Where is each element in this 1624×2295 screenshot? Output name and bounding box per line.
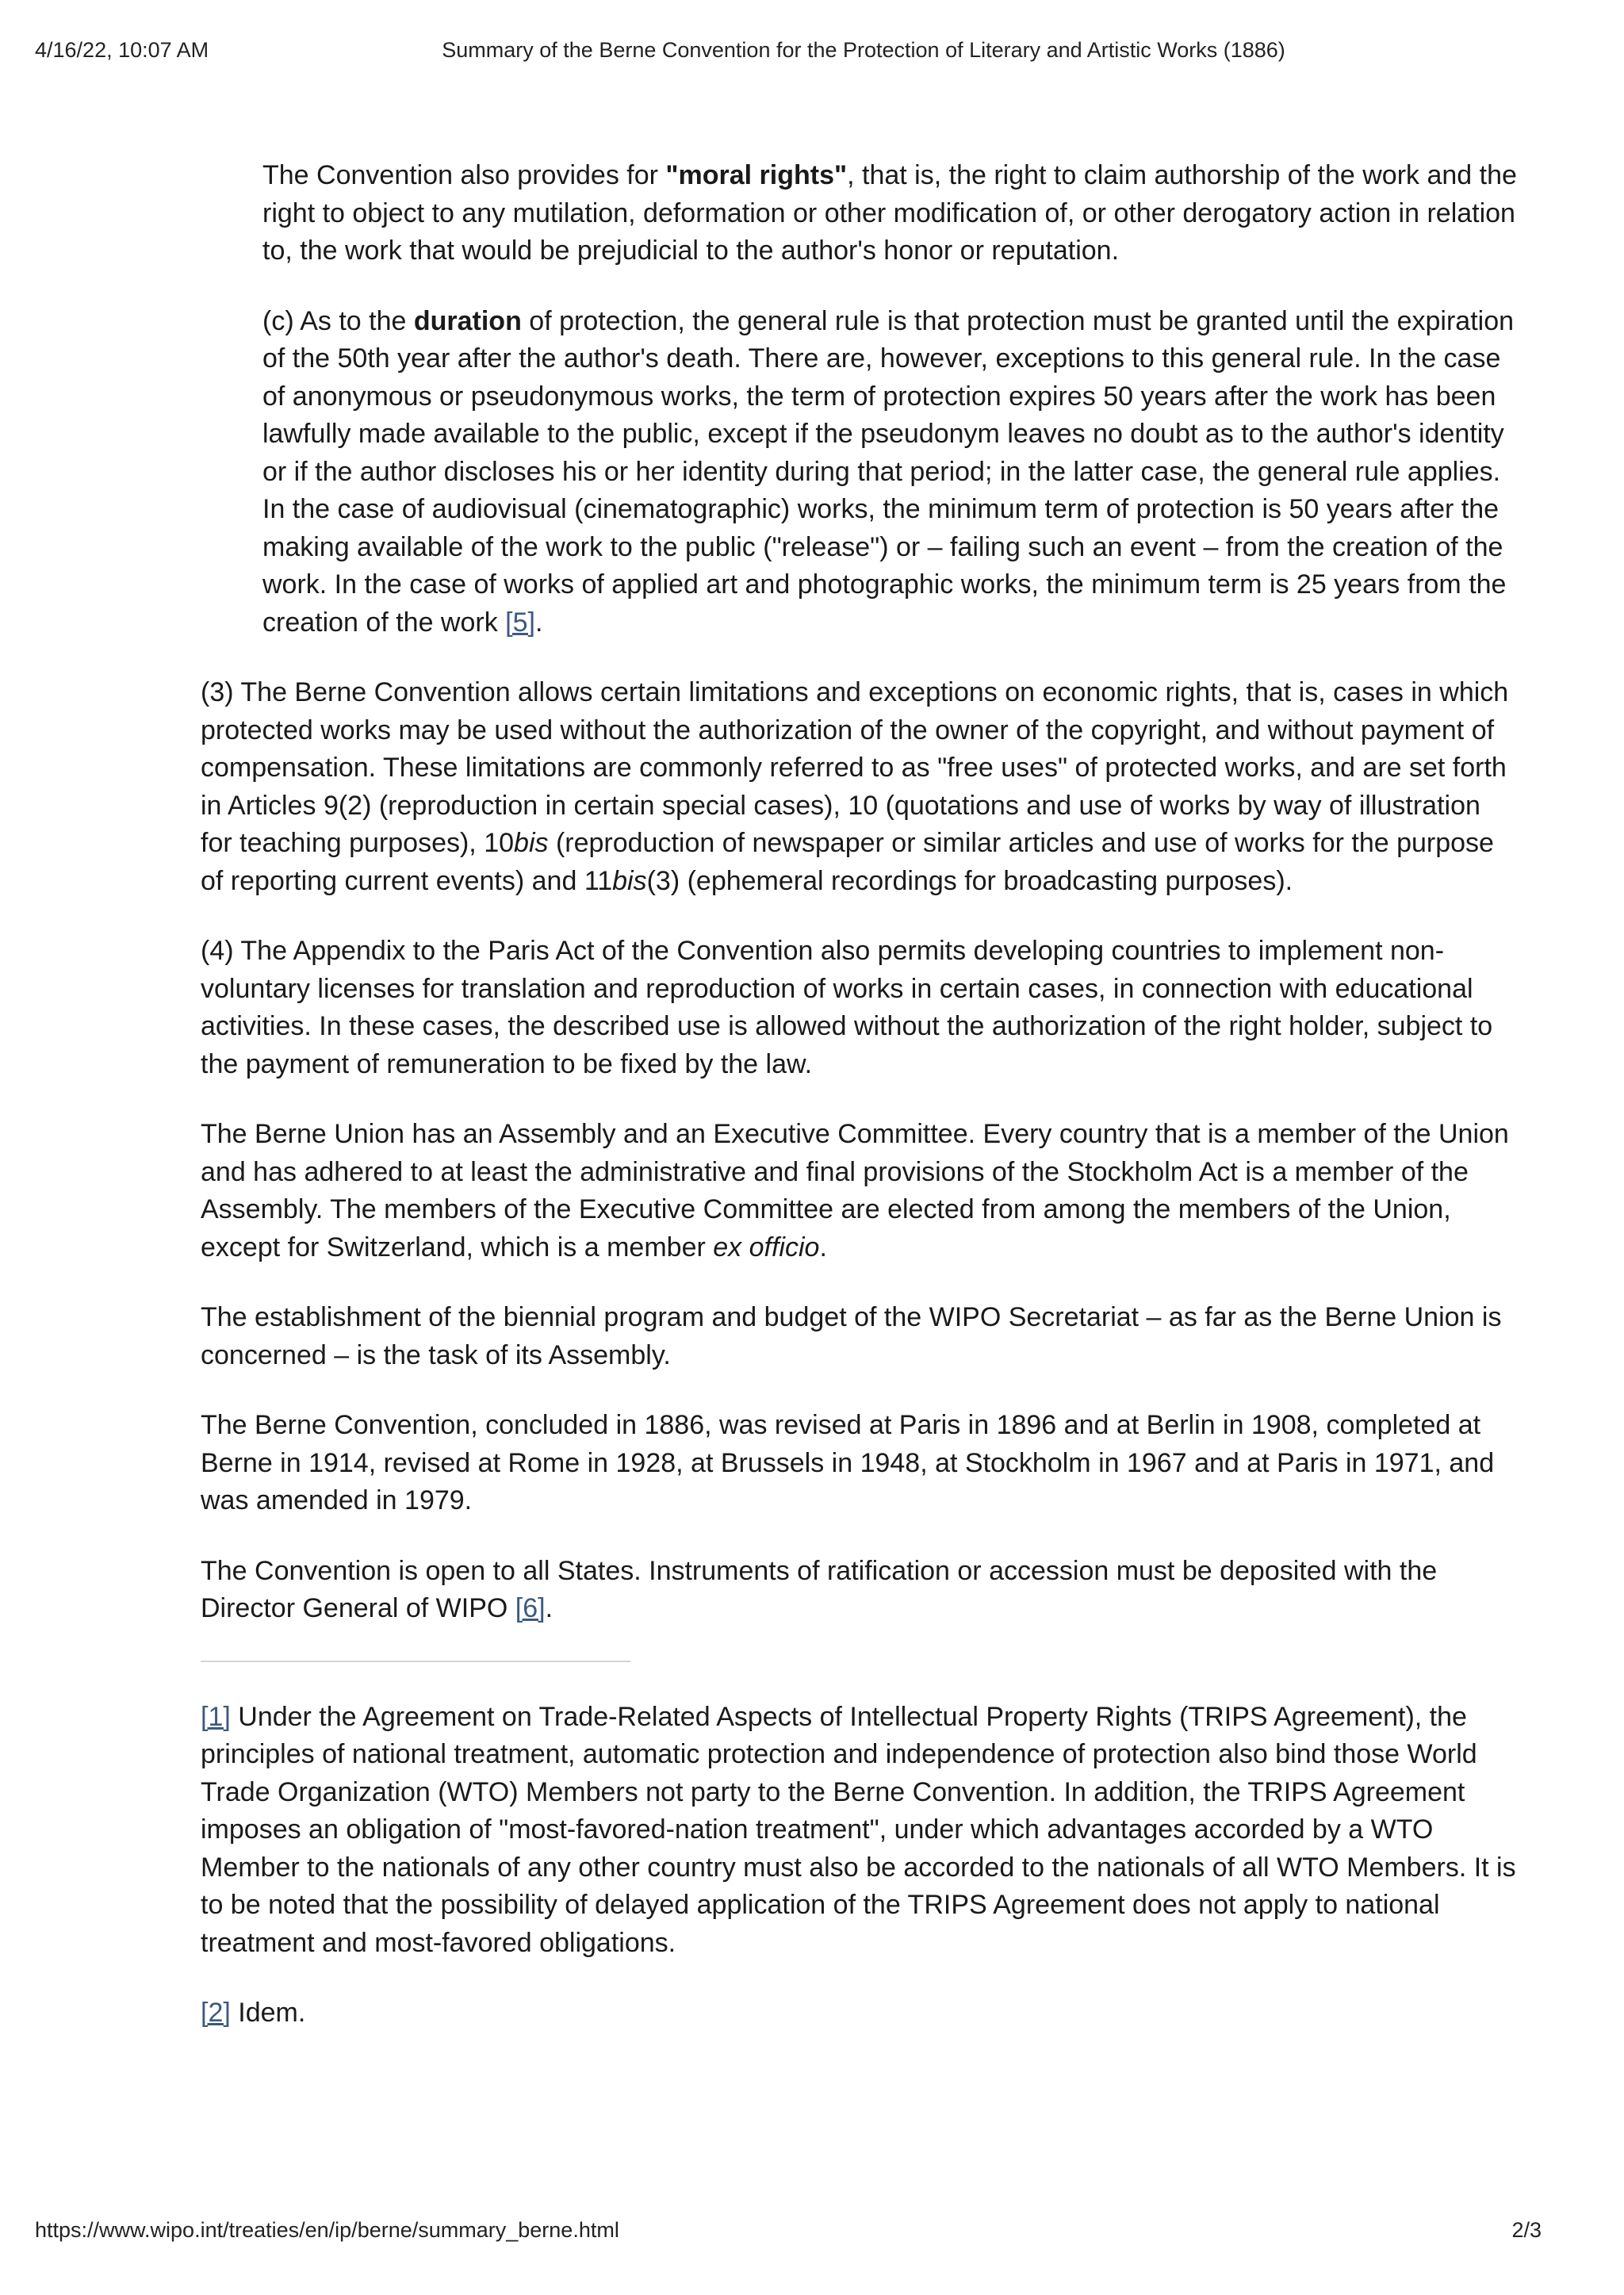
page-url: https://www.wipo.int/treaties/en/ip/berne/summary_berne.html xyxy=(35,2218,619,2242)
footnote-link-5[interactable]: [5] xyxy=(505,607,535,638)
footnote-divider xyxy=(201,1661,630,1662)
print-page-title: Summary of the Berne Convention for the Protection of Literary and Artistic Works (1886) xyxy=(442,38,1285,62)
duration-term: duration xyxy=(413,305,522,336)
footnote-2: [2] Idem. xyxy=(201,1998,306,2028)
footnote-backlink-1[interactable]: [1] xyxy=(201,1701,231,1732)
footnote-link-6[interactable]: [6] xyxy=(515,1593,546,1623)
union-paragraph: The Berne Union has an Assembly and an Executive Committee. Every country that is a member of the Union and has adhered to at least the administrative and final provisions of the Stockholm Act is a member of the Assembly. The members of the Executive Committee are elected from among the members of the Union, except for Switzerland, which is a member ex officio. xyxy=(201,1119,1509,1262)
limitations-paragraph: (3) The Berne Convention allows certain limitations and exceptions on economic rights, that is, cases in which protected works may be used without the authorization of the owner of the copyright, and without payment of compensation. These limitations are commonly referred to as "free uses" of protected works, and are set forth in Articles 9(2) (reproduction in certain special cases), 10 (quotations and use of works by way of illustration for teaching purposes), 10bis (reproduction of newspaper or similar articles and use of works for the purpose of reporting current events) and 11bis(3) (ephemeral recordings for broadcasting purposes). xyxy=(201,677,1509,896)
open-paragraph: The Convention is open to all States. Instruments of ratification or accession must be deposited with the Director General of WIPO [6]. xyxy=(201,1555,1438,1623)
page-number: 2/3 xyxy=(1511,2218,1542,2242)
appendix-paragraph: (4) The Appendix to the Paris Act of the Convention also permits developing countries to implement non-voluntary licenses for translation and reproduction of works in certain cases, in connection with educational activities. In these cases, the described use is allowed without the authorization of the right holder, subject to the payment of remuneration to be fixed by the law. xyxy=(201,936,1493,1079)
print-datetime: 4/16/22, 10:07 AM xyxy=(35,38,209,62)
history-paragraph: The Berne Convention, concluded in 1886, was revised at Paris in 1896 and at Berlin in 1908, completed at Berne in 1914, revised at Rome in 1928, at Brussels in 1948, at Stockholm in 1967 and at Paris in 1971, and was amended in 1979. xyxy=(201,1410,1495,1515)
moral-rights-paragraph: The Convention also provides for "moral rights", that is, the right to claim authorship of the work and the right to object to any mutilation, deformation or other modification of, or other derogatory action in relation to, the work that would be prejudicial to the author's honor or reputation. xyxy=(262,160,1517,266)
ex-officio-term: ex officio xyxy=(713,1232,820,1262)
budget-paragraph: The establishment of the biennial program and budget of the WIPO Secretariat – as far as the Berne Union is concerned – is the task of its Assembly. xyxy=(201,1302,1502,1370)
article-content xyxy=(201,157,1517,2065)
moral-rights-term: "moral rights" xyxy=(665,160,848,190)
footnote-1: [1] Under the Agreement on Trade-Related Aspects of Intellectual Property Rights (TRIPS Agreement), the principles of national treatment, automatic protection and independence of protection also bind those World Trade Organization (WTO) Members not party to the Berne Convention. In addition, the TRIPS Agreement imposes an obligation of "most-favored-nation treatment", under which advantages accorded by a WTO Member to the nationals of any other country must also be accorded to the nationals of all WTO Members. It is to be noted that the possibility of delayed application of the TRIPS Agreement does not apply to national treatment and most-favored obligations. xyxy=(201,1701,1516,1958)
print-header xyxy=(0,38,1624,70)
footnote-backlink-2[interactable]: [2] xyxy=(201,1998,231,2028)
duration-paragraph: (c) As to the duration of protection, the general rule is that protection must be granted until the expiration of the 50th year after the author's death. There are, however, exceptions to this general rule. In the case of anonymous or pseudonymous works, the term of protection expires 50 years after the work has been lawfully made available to the public, except if the pseudonym leaves no doubt as to the author's identity or if the author discloses his or her identity during that period; in the latter case, the general rule applies. In the case of audiovisual (cinematographic) works, the minimum term of protection is 50 years after the making available of the work to the public ("release") or – failing such an event – from the creation of the work. In the case of works of applied art and photographic works, the minimum term is 25 years from the creation of the work [5]. xyxy=(262,305,1515,638)
